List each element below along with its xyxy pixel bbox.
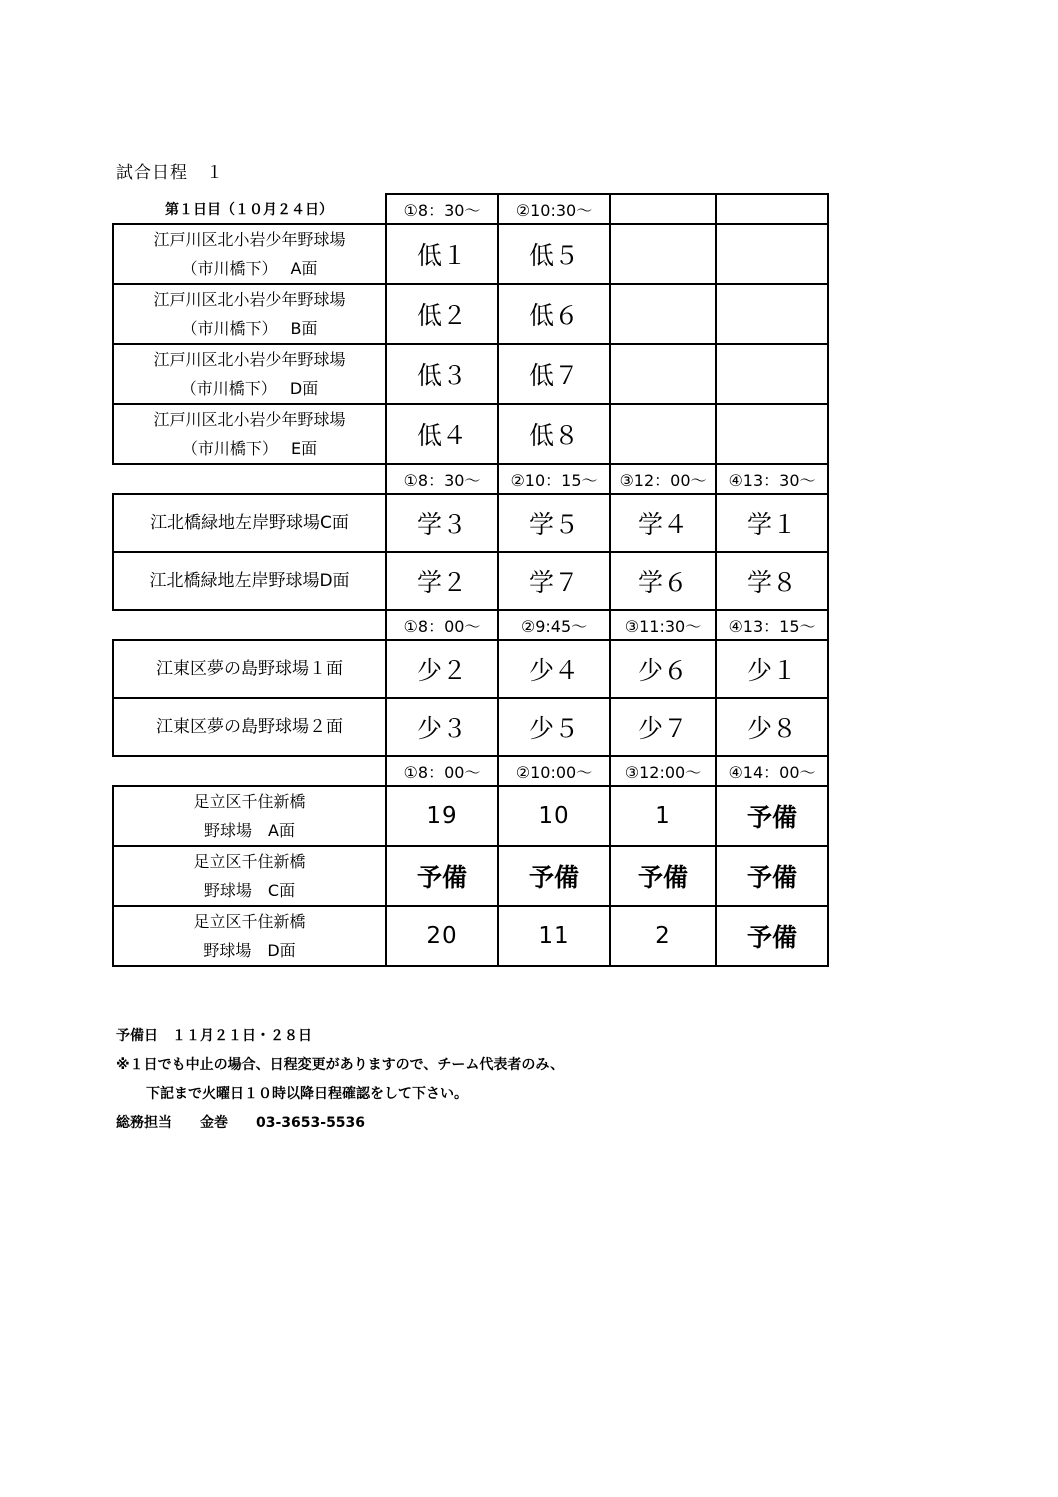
- blank-cell: [113, 464, 386, 494]
- game-cell: 予備: [716, 846, 828, 906]
- venue-name: 江北橋緑地左岸野球場D面: [113, 552, 386, 610]
- time-slot-4: ④13：30～: [716, 464, 828, 494]
- game-cell: [716, 404, 828, 464]
- game-cell: 2: [610, 906, 716, 966]
- time-slot-3: ③11:30～: [610, 610, 716, 640]
- venue-line-1: 足立区千住新橋: [193, 912, 306, 931]
- game-cell: 低７: [498, 344, 610, 404]
- time-slot-3: ③12:00～: [610, 756, 716, 786]
- game-cell: 学３: [386, 494, 498, 552]
- time-header-row: [113, 464, 828, 494]
- game-cell: 少３: [386, 698, 498, 756]
- game-cell: 少１: [716, 640, 828, 698]
- game-cell: 学５: [498, 494, 610, 552]
- game-cell: 少８: [716, 698, 828, 756]
- game-cell: 学８: [716, 552, 828, 610]
- time-slot-2: ②10：15～: [498, 464, 610, 494]
- game-cell: [716, 284, 828, 344]
- game-cell: [610, 284, 716, 344]
- game-cell: 学２: [386, 552, 498, 610]
- venue-line-2: 野球場 A面: [204, 821, 295, 840]
- game-cell: 19: [386, 786, 498, 846]
- venue-name: [113, 224, 386, 284]
- time-slot-2: ②10:30～: [498, 194, 610, 224]
- game-cell: [610, 224, 716, 284]
- game-cell: 低５: [498, 224, 610, 284]
- game-cell: 10: [498, 786, 610, 846]
- venue-row: [113, 846, 828, 906]
- document-title: 試合日程 １: [116, 163, 224, 183]
- game-cell: 予備: [498, 846, 610, 906]
- venue-line-1: 江戸川区北小岩少年野球場: [153, 350, 346, 369]
- game-cell: [716, 344, 828, 404]
- time-slot-4: ④13：15～: [716, 610, 828, 640]
- venue-name: [113, 404, 386, 464]
- time-slot-3: ③12：00～: [610, 464, 716, 494]
- time-slot-1: ①8：00～: [386, 610, 498, 640]
- venue-row: [113, 906, 828, 966]
- time-slot-2: ②9:45～: [498, 610, 610, 640]
- game-cell: 低６: [498, 284, 610, 344]
- blank-cell: [113, 610, 386, 640]
- venue-row: [113, 640, 828, 698]
- venue-line-1: 足立区千住新橋: [193, 792, 306, 811]
- time-slot-3: [610, 194, 716, 224]
- game-cell: 低８: [498, 404, 610, 464]
- game-cell: 低３: [386, 344, 498, 404]
- time-slot-2: ②10:00～: [498, 756, 610, 786]
- venue-name: [113, 284, 386, 344]
- notes-section: [116, 1022, 564, 1138]
- venue-row: [113, 344, 828, 404]
- venue-line-2: （市川橋下） B面: [181, 319, 318, 338]
- game-cell: [610, 404, 716, 464]
- game-cell: 予備: [610, 846, 716, 906]
- game-cell: 低１: [386, 224, 498, 284]
- game-cell: 少２: [386, 640, 498, 698]
- venue-row: [113, 224, 828, 284]
- venue-line-2: 野球場 D面: [203, 941, 296, 960]
- game-cell: 少５: [498, 698, 610, 756]
- venue-row: [113, 698, 828, 756]
- time-header-row: [113, 756, 828, 786]
- venue-name: 江東区夢の島野球場２面: [113, 698, 386, 756]
- match-schedule-table: [112, 193, 829, 967]
- venue-line-2: （市川橋下） E面: [181, 439, 318, 458]
- venue-name: 江東区夢の島野球場１面: [113, 640, 386, 698]
- game-cell: 少４: [498, 640, 610, 698]
- game-cell: 予備: [386, 846, 498, 906]
- venue-line-1: 足立区千住新橋: [193, 852, 306, 871]
- time-slot-1: ①8：00～: [386, 756, 498, 786]
- venue-line-1: 江戸川区北小岩少年野球場: [153, 410, 346, 429]
- cancellation-note: ※１日でも中止の場合、日程変更がありますので、チーム代表者のみ、: [116, 1057, 565, 1073]
- venue-line-2: 野球場 C面: [203, 881, 296, 900]
- venue-line-2: （市川橋下） A面: [181, 259, 318, 278]
- game-cell: 学６: [610, 552, 716, 610]
- game-cell: [716, 224, 828, 284]
- venue-line-2: （市川橋下） D面: [180, 379, 319, 398]
- time-header-row: [113, 194, 828, 224]
- game-cell: 1: [610, 786, 716, 846]
- game-cell: 予備: [716, 786, 828, 846]
- venue-name: [113, 906, 386, 966]
- contact-info: 総務担当 金巻 03-3653-5536: [116, 1115, 366, 1131]
- time-slot-4: [716, 194, 828, 224]
- venue-row: [113, 284, 828, 344]
- game-cell: 低４: [386, 404, 498, 464]
- venue-row: [113, 552, 828, 610]
- venue-line-1: 江戸川区北小岩少年野球場: [153, 230, 346, 249]
- venue-row: [113, 786, 828, 846]
- game-cell: 低２: [386, 284, 498, 344]
- game-cell: 学４: [610, 494, 716, 552]
- time-slot-1: ①8：30～: [386, 194, 498, 224]
- game-cell: 予備: [716, 906, 828, 966]
- venue-row: [113, 494, 828, 552]
- time-header-row: [113, 610, 828, 640]
- time-slot-1: ①8：30～: [386, 464, 498, 494]
- game-cell: 少７: [610, 698, 716, 756]
- game-cell: 11: [498, 906, 610, 966]
- game-cell: 少６: [610, 640, 716, 698]
- game-cell: 20: [386, 906, 498, 966]
- venue-name: [113, 344, 386, 404]
- venue-line-1: 江戸川区北小岩少年野球場: [153, 290, 346, 309]
- time-slot-4: ④14：00～: [716, 756, 828, 786]
- venue-name: [113, 786, 386, 846]
- game-cell: [610, 344, 716, 404]
- cancellation-note-continued: 下記まで火曜日１０時以降日程確認をして下さい。: [146, 1086, 468, 1102]
- venue-name: [113, 846, 386, 906]
- day-label: 第１日目（１０月２４日）: [165, 201, 333, 218]
- venue-name: 江北橋緑地左岸野球場C面: [113, 494, 386, 552]
- blank-cell: [113, 756, 386, 786]
- game-cell: 学１: [716, 494, 828, 552]
- reserve-day-note: 予備日 １１月２１日・２８日: [116, 1028, 312, 1044]
- venue-row: [113, 404, 828, 464]
- game-cell: 学７: [498, 552, 610, 610]
